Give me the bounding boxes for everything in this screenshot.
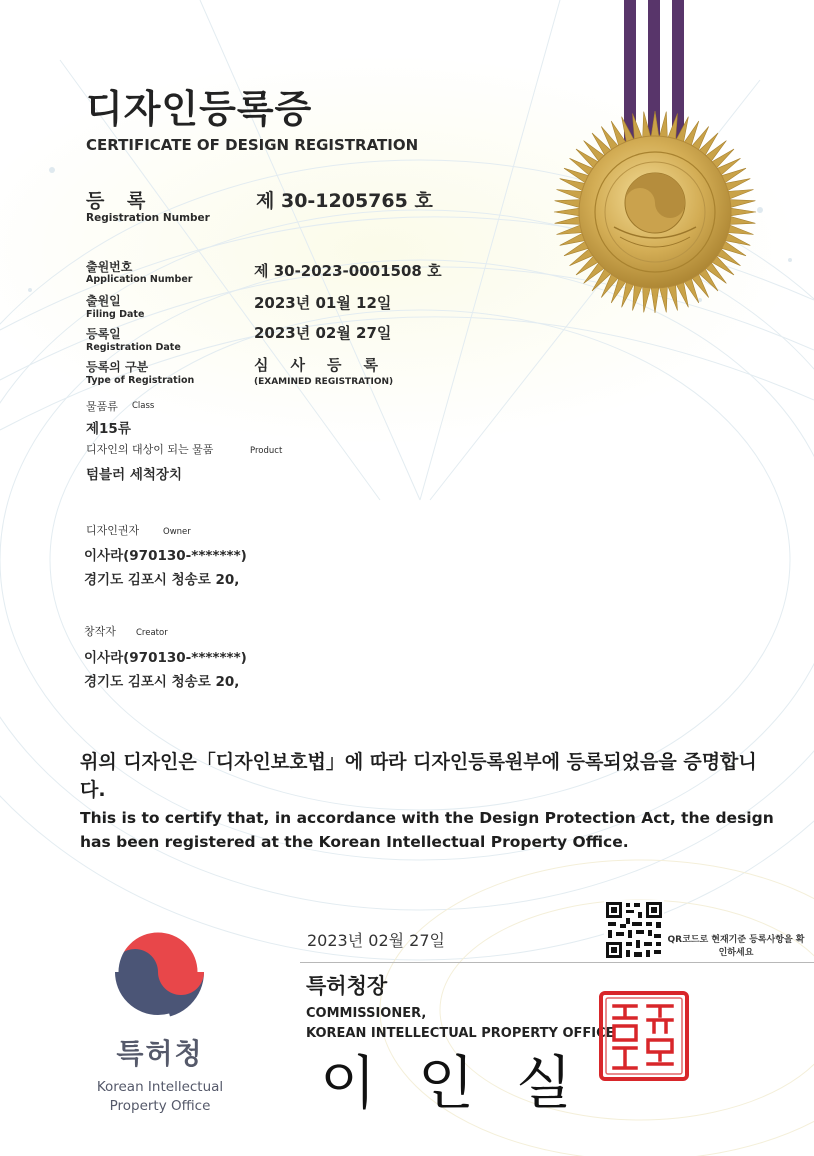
page-title-en: CERTIFICATE OF DESIGN REGISTRATION [86, 136, 419, 154]
issue-date: 2023년 02월 27일 [307, 931, 445, 950]
creator-address: 경기도 김포시 청송로 20, [84, 674, 240, 690]
kipo-name-ko: 특허청 [116, 1037, 204, 1070]
registration-type-value-ko: 심사등록 [254, 356, 400, 374]
application-number-value: 제 30-2023-0001508 호 [254, 262, 442, 280]
filing-date-label-ko: 출원일 [86, 294, 121, 308]
commissioner-signature: 이인실 [320, 1049, 615, 1117]
registration-date-label-ko: 등록일 [86, 327, 121, 341]
owner-label-en: Owner [163, 527, 191, 537]
product-label-en: Product [250, 446, 283, 456]
registration-type-value-en: (EXAMINED REGISTRATION) [254, 377, 394, 387]
owner-label-ko: 디자인권자 [86, 524, 140, 537]
owner-name: 이사라(970130-*******) [84, 548, 247, 564]
registration-number-value: 제 30-1205765 호 [256, 190, 433, 212]
divider-line [300, 962, 814, 963]
registration-type-label-ko: 등록의 구분 [86, 360, 149, 374]
gold-seal-emblem [552, 109, 758, 315]
kipo-name-en: Korean Intellectual Property Office [96, 1079, 224, 1114]
registration-type-label-en: Type of Registration [86, 375, 195, 386]
commissioner-title-en-line1: COMMISSIONER, [306, 1006, 427, 1021]
creator-label-en: Creator [136, 628, 168, 638]
official-red-seal [598, 990, 690, 1082]
page-title-ko: 디자인등록증 [86, 87, 313, 131]
class-label-en: Class [132, 401, 155, 411]
commissioner-title-ko: 특허청장 [306, 974, 388, 998]
registration-number-label-en: Registration Number [86, 212, 210, 224]
creator-label-ko: 창작자 [84, 625, 116, 638]
filing-date-value: 2023년 01월 12일 [254, 294, 392, 312]
kipo-taegeuk-logo-icon [108, 922, 208, 1022]
registration-date-label-en: Registration Date [86, 342, 181, 353]
product-value: 텀블러 세척장치 [86, 467, 182, 483]
qr-instruction-text: QR코드로 현재기준 등록사항을 확인하세요 [667, 935, 805, 958]
class-label-ko: 물품류 [86, 400, 118, 413]
registration-number-label-ko: 등 록 [86, 190, 154, 212]
application-number-label-ko: 출원번호 [86, 260, 133, 274]
class-value: 제15류 [86, 421, 131, 437]
certification-text-ko: 위의 디자인은「디자인보호법」에 따라 디자인등록원부에 등록되었음을 증명합니다. [80, 751, 757, 801]
owner-address: 경기도 김포시 청송로 20, [84, 572, 240, 588]
application-number-label-en: Application Number [86, 274, 193, 285]
filing-date-label-en: Filing Date [86, 309, 145, 320]
registration-date-value: 2023년 02월 27일 [254, 324, 392, 342]
qr-code[interactable] [604, 900, 664, 960]
product-label-ko: 디자인의 대상이 되는 물품 [86, 443, 214, 456]
creator-name: 이사라(970130-*******) [84, 650, 247, 666]
certification-text-en: This is to certify that, in accordance with the Design Protection Act, the design has been registered at the Korean Intellectual Property Office. [80, 809, 774, 851]
commissioner-title-en-line2: KOREAN INTELLECTUAL PROPERTY OFFICE [306, 1026, 615, 1041]
